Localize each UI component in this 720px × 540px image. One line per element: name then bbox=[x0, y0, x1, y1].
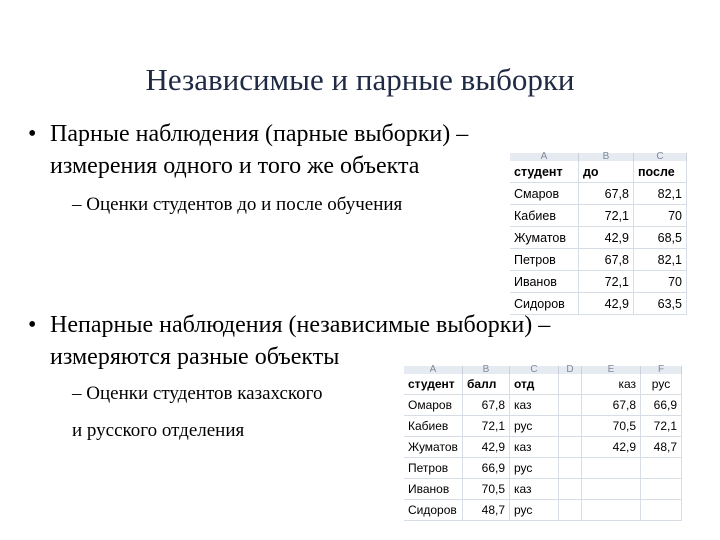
cell: 67,8 bbox=[463, 395, 510, 416]
bullet-unpaired-line1: Непарные наблюдения (независимые выборки) – bbox=[50, 312, 551, 338]
column-letter: B bbox=[579, 153, 634, 161]
column-letter: E bbox=[582, 366, 641, 374]
cell: Омаров bbox=[404, 395, 463, 416]
cell: каз bbox=[510, 479, 559, 500]
header-cell: балл bbox=[463, 374, 510, 395]
cell: Петров bbox=[404, 458, 463, 479]
table-row bbox=[510, 205, 687, 227]
cell: рус bbox=[510, 500, 559, 521]
table-row bbox=[404, 437, 682, 458]
column-letters-row bbox=[404, 366, 682, 374]
cell: 48,7 bbox=[641, 437, 682, 458]
cell: Сидоров bbox=[404, 500, 463, 521]
cell: Жуматов bbox=[404, 437, 463, 458]
cell: 72,1 bbox=[463, 416, 510, 437]
cell: 67,8 bbox=[582, 395, 641, 416]
cell: 66,9 bbox=[463, 458, 510, 479]
bullet-marker: • bbox=[28, 121, 37, 147]
bullet-paired bbox=[28, 118, 468, 182]
cell: рус bbox=[510, 458, 559, 479]
cell: Сидоров bbox=[510, 293, 579, 315]
cell: 66,9 bbox=[641, 395, 682, 416]
cell: 42,9 bbox=[463, 437, 510, 458]
table-row bbox=[404, 458, 682, 479]
header-cell: до bbox=[579, 161, 634, 183]
column-letter: C bbox=[634, 153, 687, 161]
cell bbox=[641, 458, 682, 479]
cell: 70,5 bbox=[582, 416, 641, 437]
table-row bbox=[510, 227, 687, 249]
cell: Кабиев bbox=[404, 416, 463, 437]
cell: 70,5 bbox=[463, 479, 510, 500]
table-row bbox=[510, 249, 687, 271]
cell: каз bbox=[510, 395, 559, 416]
cell: рус bbox=[510, 416, 559, 437]
cell: 82,1 bbox=[634, 183, 687, 205]
column-letter: C bbox=[510, 366, 559, 374]
table-row bbox=[404, 416, 682, 437]
cell bbox=[559, 395, 582, 416]
bullet-unpaired bbox=[28, 309, 550, 373]
header-cell bbox=[559, 374, 582, 395]
cell bbox=[641, 500, 682, 521]
cell: Смаров bbox=[510, 183, 579, 205]
cell: 70 bbox=[634, 205, 687, 227]
cell: Кабиев bbox=[510, 205, 579, 227]
cell: Иванов bbox=[404, 479, 463, 500]
header-cell: рус bbox=[641, 374, 682, 395]
cell: 72,1 bbox=[641, 416, 682, 437]
table-row bbox=[510, 293, 687, 315]
cell bbox=[641, 479, 682, 500]
column-letter: A bbox=[404, 366, 463, 374]
cell: Петров bbox=[510, 249, 579, 271]
table-row bbox=[404, 500, 682, 521]
cell: 42,9 bbox=[579, 227, 634, 249]
cell: 72,1 bbox=[579, 205, 634, 227]
header-cell: отд bbox=[510, 374, 559, 395]
cell bbox=[559, 500, 582, 521]
cell: 48,7 bbox=[463, 500, 510, 521]
header-cell: студент bbox=[510, 161, 579, 183]
cell: 70 bbox=[634, 271, 687, 293]
column-letter: D bbox=[559, 366, 582, 374]
bullet-paired-line2: измерения одного и того же объекта bbox=[50, 153, 420, 179]
cell bbox=[559, 479, 582, 500]
cell: 67,8 bbox=[579, 249, 634, 271]
cell: 72,1 bbox=[579, 271, 634, 293]
header-cell: после bbox=[634, 161, 687, 183]
cell: Жуматов bbox=[510, 227, 579, 249]
slide-title: Независимые и парные выборки bbox=[145, 62, 575, 97]
cell: 68,5 bbox=[634, 227, 687, 249]
cell bbox=[559, 437, 582, 458]
table-row bbox=[510, 183, 687, 205]
sub-bullet-paired: – Оценки студентов до и после обучения bbox=[72, 194, 403, 215]
cell bbox=[582, 500, 641, 521]
table-row bbox=[404, 395, 682, 416]
cell: 63,5 bbox=[634, 293, 687, 315]
cell: Иванов bbox=[510, 271, 579, 293]
bullet-unpaired-line2: измеряются разные объекты bbox=[50, 344, 340, 370]
sub-bullet-unpaired-line2: и русского отделения bbox=[72, 420, 245, 441]
cell: 82,1 bbox=[634, 249, 687, 271]
paired-data-table bbox=[510, 153, 687, 315]
cell bbox=[582, 458, 641, 479]
table-header-row bbox=[404, 374, 682, 395]
cell: 67,8 bbox=[579, 183, 634, 205]
header-cell: студент bbox=[404, 374, 463, 395]
column-letter: F bbox=[641, 366, 682, 374]
cell bbox=[559, 458, 582, 479]
cell bbox=[582, 479, 641, 500]
column-letter: B bbox=[463, 366, 510, 374]
cell: 42,9 bbox=[579, 293, 634, 315]
header-cell: каз bbox=[582, 374, 641, 395]
cell bbox=[559, 416, 582, 437]
independent-data-table bbox=[404, 366, 682, 521]
bullet-paired-line1: Парные наблюдения (парные выборки) – bbox=[50, 121, 469, 147]
table-row bbox=[404, 479, 682, 500]
column-letter: A bbox=[510, 153, 579, 161]
table-header-row bbox=[510, 161, 687, 183]
cell: 42,9 bbox=[582, 437, 641, 458]
column-letters-row bbox=[510, 153, 687, 161]
cell: каз bbox=[510, 437, 559, 458]
sub-bullet-unpaired-line1: – Оценки студентов казахского bbox=[72, 383, 323, 404]
bullet-marker: • bbox=[28, 312, 37, 338]
table-row bbox=[510, 271, 687, 293]
